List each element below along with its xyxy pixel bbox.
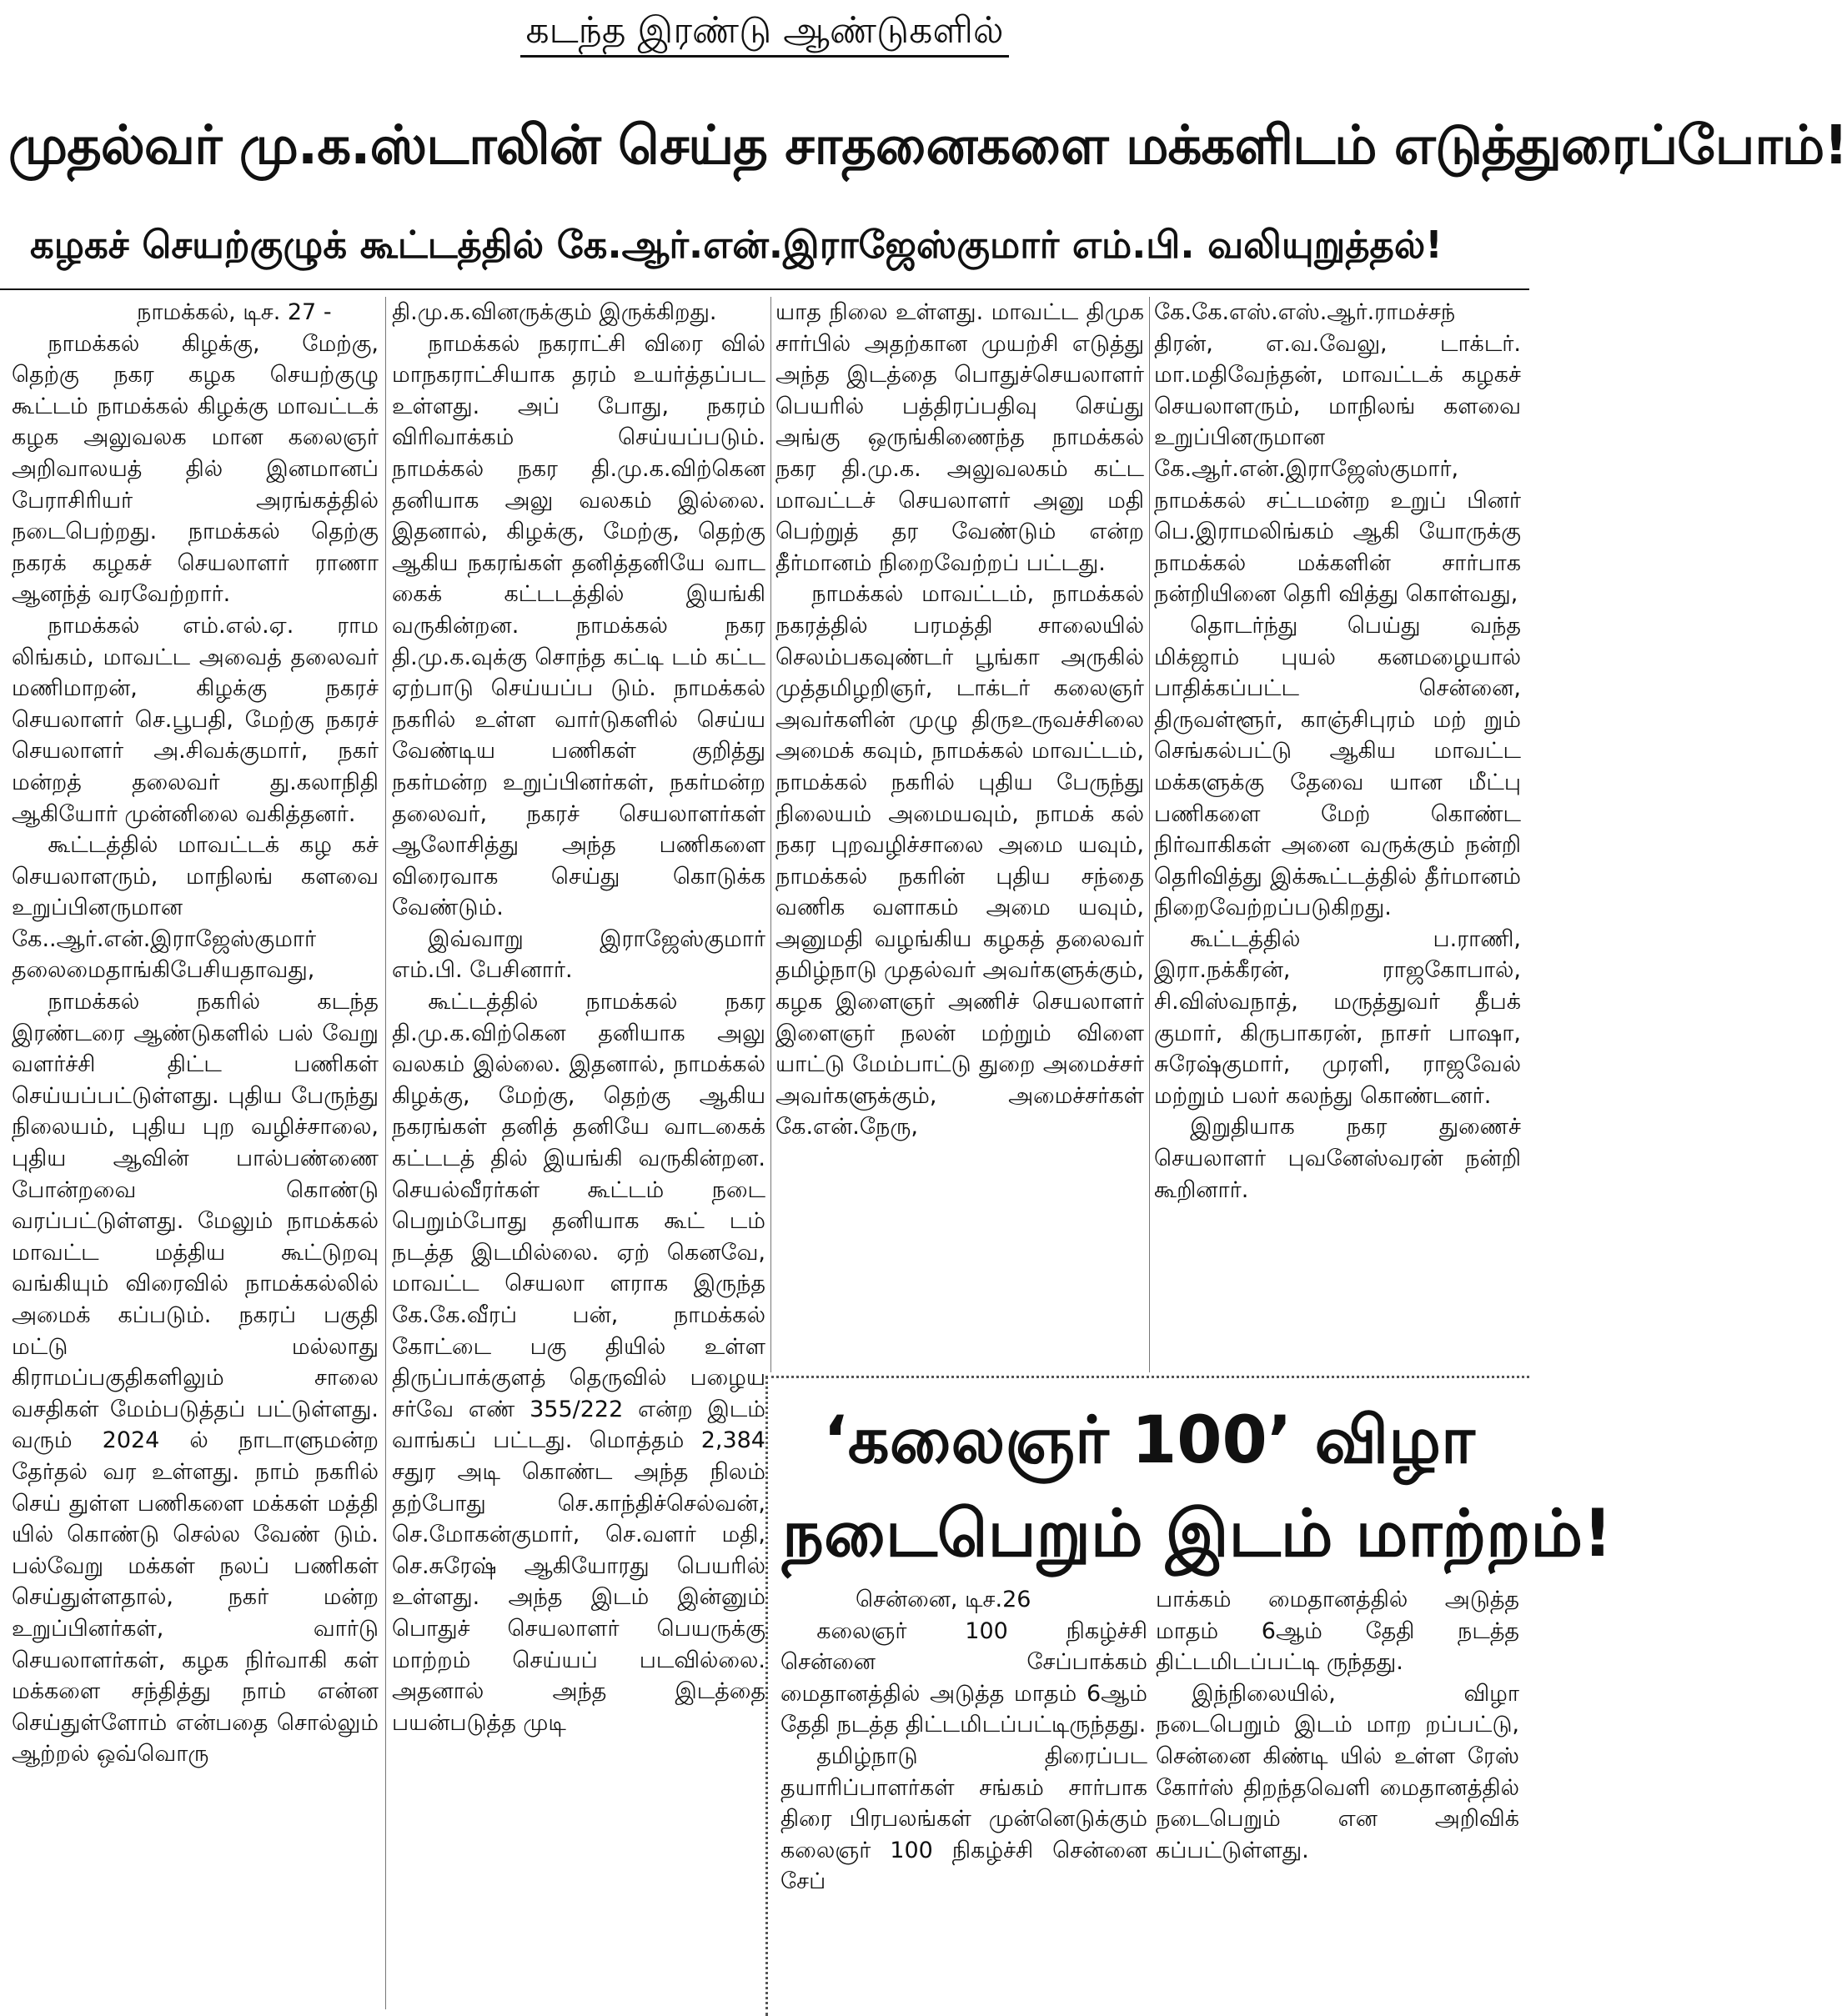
paragraph: நாமக்கல் நகரில் கடந்த இரண்டரை ஆண்டுகளில் பல் வேறு வளர்ச்சி திட்ட பணிகள் செய்யப்பட்டுள்ளது. புதிய பேருந்து நிலையம், புதிய புற வழிச்சாலை, புதிய ஆவின் பால்பண்ணை போன்றவை கொண்டு வரப்பட்டுள்ளது. மேலும் நாமக்கல் மாவட்ட மத்திய கூட்டுறவு வங்கியும் விரைவில் நாமக்கல்லில் அமைக் கப்படும். நகரப் பகுதி மட்டு மல்லாது கிராமப்பகுதிகளிலும் சாலை வசதிகள் மேம்படுத்தப் பட்டுள்ளது. வரும் 2024 ல் நாடாளுமன்ற தேர்தல் வர உள்ளது. நாம் நகரில் செய் துள்ள பணிகளை மக்கள் மத்தி யில் கொண்டு செல்ல வேண் டும். பல்வேறு மக்கள் நலப் பணிகள் செய்துள்ளதால், நகர் மன்ற உறுப்பினர்கள், வார்டு செயலாளர்கள், கழக நிர்வாகி கள் மக்களை சந்தித்து நாம் என்ன செய்துள்ளோம் என்பதை சொல்லும் ஆற்றல் ஒவ்வொரு [12,989,379,1768]
paragraph: நாமக்கல் மாவட்டம், நாமக்கல் நகரத்தில் பரமத்தி சாலையில் செலம்பகவுண்டர் பூங்கா அருகில் முத்தமிழறிஞர், டாக்டர் கலைஞர் அவர்களின் முழு திருஉருவச்சிலை அமைக் கவும், நாமக்கல் மாவட்டம், நாமக்கல் நகரில் புதிய பேருந்து நிலையம் அமையவும், நாமக் கல் நகர புறவழிச்சாலை அமை யவும், நாமக்கல் நகரின் புதிய சந்தை வணிக வளாகம் அமை யவும், அனுமதி வழங்கிய கழகத் தலைவர் தமிழ்நாடு முதல்வர் அவர்களுக்கும், கழக இளைஞர் அணிச் செயலாளர் இளைஞர் நலன் மற்றும் விளை யாட்டு மேம்பாட்டு துறை அமைச்சர் அவர்களுக்கும், அமைச்சர்கள் கே.என்.நேரு, [775,581,1144,1141]
column-2 [392,297,765,2009]
column-4 [1154,297,1521,1342]
dateline: நாமக்கல், டிச. 27 - [137,299,332,325]
paragraph: கூட்டத்தில் மாவட்டக் கழ கச் செயலாளரும், மாநிலங் களவை உறுப்பினருமான கே..ஆர்.என்.இராஜேஸ்குமார் தலைமைதாங்கிபேசியதாவது, [12,832,379,984]
paragraph: இறுதியாக நகர துணைச் செயலாளர் புவனேஸ்வரன் நன்றி கூறினார். [1154,1114,1521,1203]
paragraph: இந்நிலையில், விழா நடைபெறும் இடம் மாற றப்பட்டு, சென்னை கிண்டி யில் உள்ள ரேஸ் கோர்ஸ் திறந்தவெளி மைதானத்தில் நடைபெறும் என அறிவிக் கப்பட்டுள்ளது. [1156,1680,1519,1863]
sidebar-column-1 [780,1584,1147,2009]
paragraph: கே.கே.எஸ்.எஸ்.ஆர்.ராமச்சந் திரன், எ.வ.வேலு, டாக்டர். மா.மதிவேந்தன், மாவட்டக் கழகச் செயலாளரும், மாநிலங் களவை உறுப்பினருமான கே.ஆர்.என்.இராஜேஸ்குமார், நாமக்கல் சட்டமன்ற உறுப் பினர் பெ.இராமலிங்கம் ஆகி யோருக்கு நாமக்கல் மக்களின் சார்பாக நன்றியினை தெரி வித்து கொள்வது, [1154,299,1521,608]
kicker-text: கடந்த இரண்டு ஆண்டுகளில் [520,7,1008,58]
subheadline: கழகச் செயற்குழுக் கூட்டத்தில் கே.ஆர்.என்.இராஜேஸ்குமார் எம்.பி. வலியுறுத்தல்! [30,223,1443,267]
paragraph: இவ்வாறு இராஜேஸ்குமார் எம்.பி. பேசினார். [392,925,765,984]
column-divider [1149,297,1150,1372]
sidebar-title-line-1: ‘கலைஞர் 100’ விழா [823,1403,1475,1478]
sidebar-title-line-2: நடைபெறும் இடம் மாற்றம்! [782,1497,1613,1572]
sidebar-column-2 [1156,1584,1519,2009]
paragraph: யாத நிலை உள்ளது. மாவட்ட திமுக சார்பில் அதற்கான முயற்சி எடுத்து அந்த இடத்தை பொதுச்செயலாளர் பெயரில் பத்திரப்பதிவு செய்து அங்கு ஒருங்கிணைந்த நாமக்கல் நகர தி.மு.க. அலுவலகம் கட்ட மாவட்டச் செயலாளர் அனு மதி பெற்றுத் தர வேண்டும் என்ற தீர்மானம் நிறைவேற்றப் பட்டது. [775,299,1144,576]
paragraph: தி.மு.க.வினருக்கும் இருக்கிறது. [392,299,717,325]
header-rule [0,288,1529,290]
paragraph: கலைஞர் 100 நிகழ்ச்சி சென்னை சேப்பாக்கம் மைதானத்தில் அடுத்த மாதம் 6ஆம் தேதி நடத்த திட்டமிடப்பட்டிருந்தது. [780,1617,1147,1738]
column-divider [385,297,386,2009]
paragraph: பாக்கம் மைதானத்தில் அடுத்த மாதம் 6ஆம் தேதி நடத்த திட்டமிடப்பட்டி ருந்தது. [1156,1587,1519,1676]
headline: முதல்வர் மு.க.ஸ்டாலின் செய்த சாதனைகளை மக்களிடம் எடுத்துரைப்போம்! [8,115,1847,177]
paragraph: கூட்டத்தில் ப.ராணி, இரா.நக்கீரன், ராஜகோபால், சி.விஸ்வநாத், மருத்துவர் தீபக் குமார், கிருபாகரன், நாசர் பாஷா, சுரேஷ்குமார், முரளி, ராஜவேல் மற்றும் பலர் கலந்து கொண்டனர். [1154,925,1521,1109]
paragraph: தொடர்ந்து பெய்து வந்த மிக்ஜாம் புயல் கனமழையால் பாதிக்கப்பட்ட சென்னை, திருவள்ளூர், காஞ்சிபுரம் மற் றும் செங்கல்பட்டு ஆகிய மாவட்ட மக்களுக்கு தேவை யான மீட்பு பணிகளை மேற் கொண்ட நிர்வாகிகள் அனை வருக்கும் நன்றி தெரிவித்து இக்கூட்டத்தில் தீர்மானம் நிறைவேற்றப்படுகிறது. [1154,612,1521,921]
paragraph: தமிழ்நாடு திரைப்பட தயாரிப்பாளர்கள் சங்கம் சார்பாக திரை பிரபலங்கள் முன்னெடுக்கும் கலைஞர் 100 நிகழ்ச்சி சென்னை சேப் [780,1743,1147,1895]
column-divider [770,297,771,1372]
paragraph: நாமக்கல் எம்.எல்.ஏ. ராம லிங்கம், மாவட்ட அவைத் தலைவர் மணிமாறன், கிழக்கு நகரச் செயலாளர் செ.பூபதி, மேற்கு நகரச் செயலாளர் அ.சிவக்குமார், நகர் மன்றத் தலைவர் து.கலாநிதி ஆகியோர் முன்னிலை வகித்தனர். [12,612,379,827]
column-3 [775,297,1144,1342]
sidebar-dateline: சென்னை, டிச.26 [856,1587,1031,1612]
kicker [0,7,1529,58]
paragraph: கூட்டத்தில் நாமக்கல் நகர தி.மு.க.விற்கென தனியாக அலு வலகம் இல்லை. இதனால், நாமக்கல் கிழக்கு, மேற்கு, தெற்கு ஆகிய நகரங்கள் தனித் தனியே வாடகைக் கட்டடத் தில் இயங்கி வருகின்றன. செயல்வீரர்கள் கூட்டம் நடை பெறும்போது தனியாக கூட் டம் நடத்த இடமில்லை. ஏற் கெனவே, மாவட்ட செயலா ளராக இருந்த கே.கே.வீரப் பன், நாமக்கல் கோட்டை பகு தியில் உள்ள திருப்பாக்குளத் தெருவில் பழைய சர்வே எண் 355/222 என்ற இடம் வாங்கப் பட்டது. மொத்தம் 2,384 சதுர அடி கொண்ட அந்த நிலம் தற்போது செ.காந்திச்செல்வன், செ.மோகன்குமார், செ.வளர் மதி, செ.சுரேஷ் ஆகியோரது பெயரில் உள்ளது. அந்த இடம் இன்னும் பொதுச் செயலாளர் பெயருக்கு மாற்றம் செய்யப் படவில்லை. அதனால் அந்த இடத்தை பயன்படுத்த முடி [392,989,765,1736]
column-1 [12,297,379,2009]
paragraph: நாமக்கல் நகராட்சி விரை வில் மாநகராட்சியாக தரம் உயர்த்தப்பட உள்ளது. அப் போது, நகரம் விரிவாக்கம் செய்யப்படும். நாமக்கல் நகர தி.மு.க.விற்கென தனியாக அலு வலகம் இல்லை. இதனால், கிழக்கு, மேற்கு, தெற்கு ஆகிய நகரங்கள் தனித்தனியே வாட கைக் கட்டடத்தில் இயங்கி வருகின்றன. நாமக்கல் நகர தி.மு.க.வுக்கு சொந்த கட்டி டம் கட்ட ஏற்பாடு செய்யப்ப டும். நாமக்கல் நகரில் உள்ள வார்டுகளில் செய்ய வேண்டிய பணிகள் குறித்து நகர்மன்ற உறுப்பினர்கள், நகர்மன்ற தலைவர், நகரச் செயலாளர்கள் ஆலோசித்து அந்த பணிகளை விரைவாக செய்து கொடுக்க வேண்டும். [392,330,765,921]
paragraph: நாமக்கல் கிழக்கு, மேற்கு, தெற்கு நகர கழக செயற்குழு கூட்டம் நாமக்கல் கிழக்கு மாவட்டக் கழக அலுவலக மான கலைஞர் அறிவாலயத் தில் இனமானப் பேராசிரியர் அரங்கத்தில் நடைபெற்றது. நாமக்கல் தெற்கு நகரக் கழகச் செயலாளர் ராணா ஆனந்த் வரவேற்றார். [12,330,379,608]
